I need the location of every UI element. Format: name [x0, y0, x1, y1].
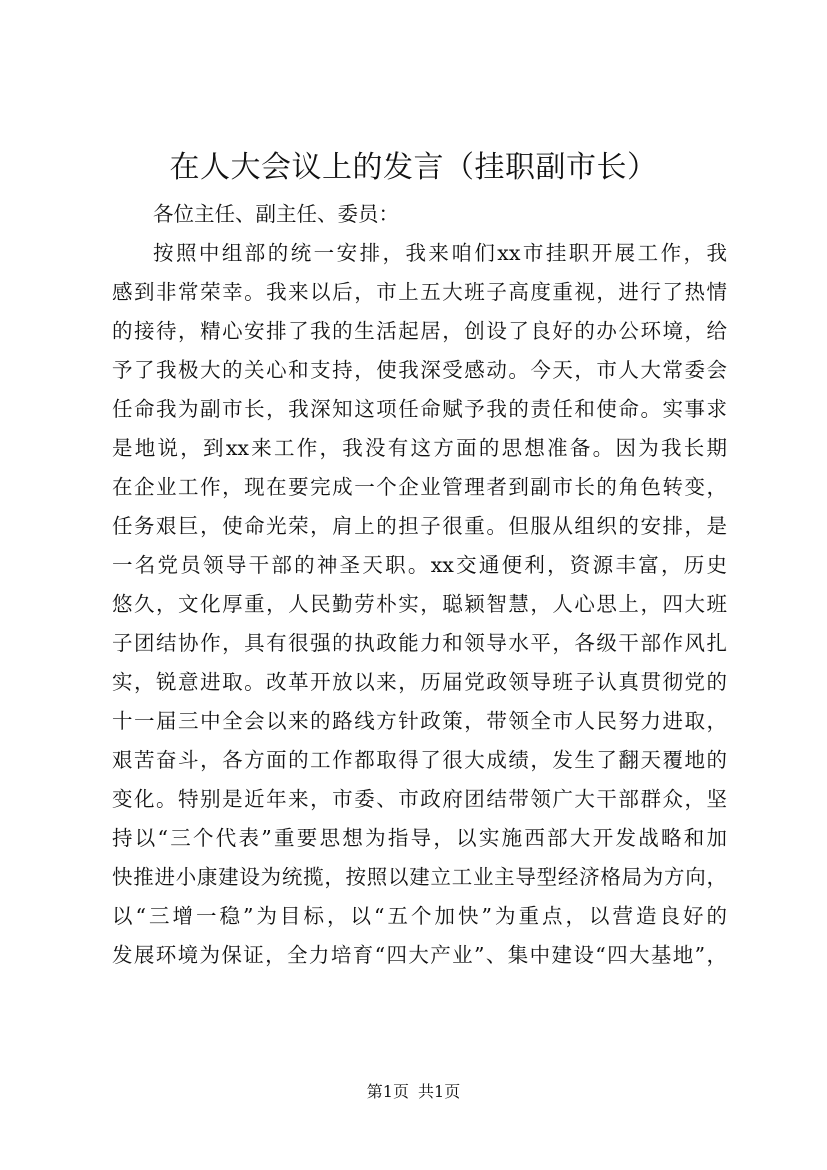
paragraph-line: 任务艰巨，使命光荣，肩上的担子很重。但服从组织的安排，是	[112, 514, 727, 538]
paragraph-line: 艰苦奋斗，各方面的工作都取得了很大成绩，发生了翻天覆地的	[112, 748, 727, 772]
paragraph-line: 发展环境为保证，全力培育“四大产业”、集中建设“四大基地”，	[112, 943, 727, 967]
paragraph-line: 子团结协作，具有很强的执政能力和领导水平，各级干部作风扎	[112, 631, 727, 655]
paragraph-line: 实，锐意进取。改革开放以来，历届党政领导班子认真贯彻党的	[112, 670, 727, 694]
paragraph-line: 一名党员领导干部的神圣天职。xx交通便利，资源丰富，历史	[112, 553, 727, 577]
paragraph-line: 快推进小康建设为统揽，按照以建立工业主导型经济格局为方向，	[112, 865, 727, 889]
paragraph-line: 持以“三个代表”重要思想为指导，以实施西部大开发战略和加	[112, 826, 727, 850]
paragraph-line: 予了我极大的关心和支持，使我深受感动。今天，市人大常委会	[112, 358, 727, 382]
paragraph-line: 感到非常荣幸。我来以后，市上五大班子高度重视，进行了热情	[112, 280, 727, 304]
page-number: 第1页	[366, 1082, 409, 1101]
paragraph-line: 在企业工作，现在要完成一个企业管理者到副市长的角色转变，	[112, 475, 727, 499]
paragraph-line: 悠久，文化厚重，人民勤劳朴实，聪颖智慧，人心思上，四大班	[112, 592, 727, 616]
salutation: 各位主任、副主任、委员：	[153, 202, 399, 226]
paragraph-line: 以“三增一稳”为目标，以“五个加快”为重点，以营造良好的	[112, 904, 727, 928]
paragraph-line: 是地说，到xx来工作，我没有这方面的思想准备。因为我长期	[112, 436, 727, 460]
page-total: 共1页	[418, 1082, 461, 1101]
document-body	[112, 195, 727, 975]
paragraph-line: 十一届三中全会以来的路线方针政策，带领全市人民努力进取，	[112, 709, 727, 733]
paragraph-line: 任命我为副市长，我深知这项任命赋予我的责任和使命。实事求	[112, 397, 727, 421]
document-title: 在人大会议上的发言（挂职副市长）	[169, 150, 658, 185]
paragraph-line: 的接待，精心安排了我的生活起居，创设了良好的办公环境，给	[112, 319, 727, 343]
page-footer	[0, 1081, 827, 1103]
paragraph-line: 按照中组部的统一安排，我来咱们xx市挂职开展工作，我	[153, 241, 727, 265]
paragraph-line: 变化。特别是近年来，市委、市政府团结带领广大干部群众，坚	[112, 787, 727, 811]
